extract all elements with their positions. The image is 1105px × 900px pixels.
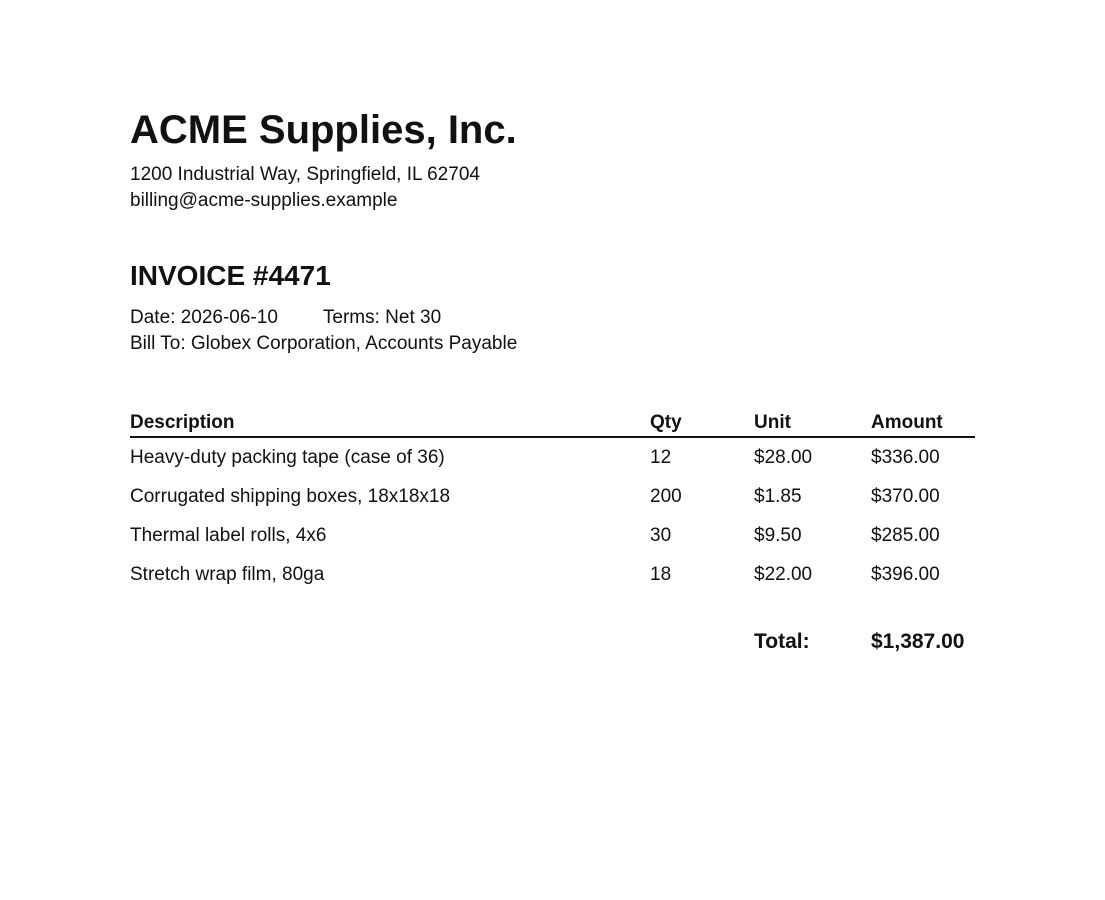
- cell-description: Heavy-duty packing tape (case of 36): [130, 446, 445, 468]
- cell-qty: 200: [650, 485, 682, 507]
- cell-unit: $1.85: [754, 485, 802, 507]
- line-items-table: [130, 408, 975, 594]
- header-unit: Unit: [754, 408, 871, 437]
- cell-amount: $285.00: [871, 524, 940, 546]
- table-row: [130, 477, 975, 516]
- table-header-row: [130, 408, 975, 437]
- header-amount: Amount: [871, 408, 975, 437]
- cell-description: Stretch wrap film, 80ga: [130, 563, 325, 585]
- company-address: 1200 Industrial Way, Springfield, IL 62704: [130, 164, 480, 185]
- cell-qty: 18: [650, 563, 672, 585]
- header-qty: Qty: [650, 408, 754, 437]
- cell-unit: $22.00: [754, 563, 813, 585]
- invoice-meta: [130, 305, 441, 331]
- cell-qty: 30: [650, 524, 672, 546]
- cell-unit: $9.50: [754, 524, 802, 546]
- table-row: [130, 437, 975, 477]
- invoice-terms: Terms: Net 30: [322, 307, 442, 328]
- header-description: Description: [130, 408, 650, 437]
- table-row: [130, 516, 975, 555]
- cell-amount: $370.00: [871, 485, 940, 507]
- invoice-title: INVOICE #4471: [130, 260, 331, 291]
- cell-amount: $336.00: [871, 446, 940, 468]
- invoice-date: Date: 2026-06-10: [130, 307, 278, 328]
- total-value: $1,387.00: [871, 630, 965, 653]
- company-name: ACME Supplies, Inc.: [130, 108, 517, 152]
- bill-to: Bill To: Globex Corporation, Accounts Payable: [130, 333, 518, 354]
- cell-qty: 12: [650, 446, 672, 468]
- cell-description: Corrugated shipping boxes, 18x18x18: [130, 485, 451, 507]
- cell-unit: $28.00: [754, 446, 813, 468]
- total-label: Total:: [754, 630, 810, 653]
- cell-description: Thermal label rolls, 4x6: [130, 524, 327, 546]
- cell-amount: $396.00: [871, 563, 940, 585]
- company-email: billing@acme-supplies.example: [130, 190, 398, 211]
- table-row: [130, 555, 975, 594]
